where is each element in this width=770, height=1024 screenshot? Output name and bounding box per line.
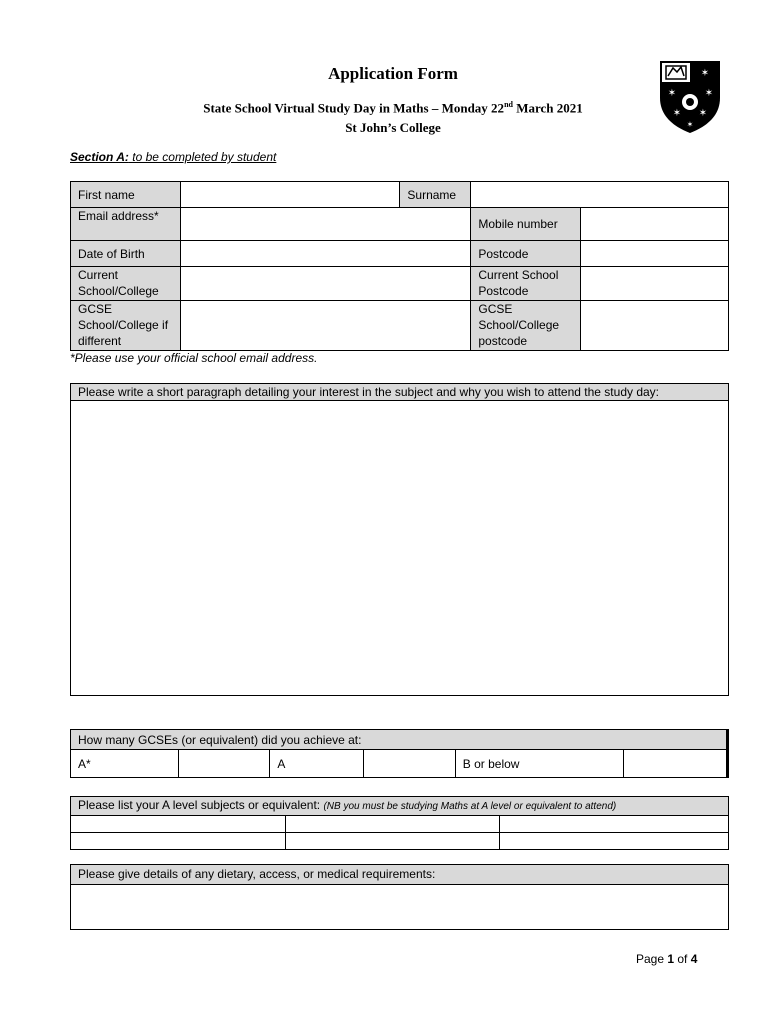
grade-b-field[interactable] <box>624 750 728 778</box>
section-a-text: to be completed by student <box>128 150 277 164</box>
grade-a-star-field[interactable] <box>178 750 270 778</box>
email-label: Email address* <box>71 208 181 241</box>
dob-label: Date of Birth <box>71 241 181 267</box>
gcse-table <box>70 729 729 778</box>
page-current: 1 <box>667 952 675 966</box>
surname-label: Surname <box>400 182 471 208</box>
gcse-school-label: GCSE School/College if different <box>71 301 181 351</box>
page-of: of <box>674 952 691 966</box>
mobile-label: Mobile number <box>471 208 581 241</box>
current-school-postcode-label: Current School Postcode <box>471 267 581 301</box>
current-school-field[interactable] <box>180 267 470 301</box>
email-note: *Please use your official school email address. <box>70 351 318 365</box>
postcode-label: Postcode <box>471 241 581 267</box>
svg-text:✶: ✶ <box>704 88 714 99</box>
svg-text:✶: ✶ <box>667 88 677 99</box>
college-crest-icon <box>659 60 721 134</box>
first-name-field[interactable] <box>180 182 399 208</box>
a-level-subject-6[interactable] <box>500 833 729 850</box>
svg-text:✶: ✶ <box>700 68 710 79</box>
current-school-postcode-field[interactable] <box>581 267 729 301</box>
interest-paragraph-prompt: Please write a short paragraph detailing your interest in the subject and why you wish to attend the study day: <box>71 384 728 401</box>
a-level-subject-4[interactable] <box>71 833 286 850</box>
section-a-heading <box>70 150 276 164</box>
form-title: Application Form <box>328 64 458 83</box>
a-level-table <box>70 796 729 850</box>
postcode-field[interactable] <box>581 241 729 267</box>
a-level-subject-5[interactable] <box>285 833 500 850</box>
subtitle-main: State School Virtual Study Day in Maths – Monday 22 <box>203 100 505 116</box>
a-level-subject-2[interactable] <box>285 816 500 833</box>
interest-paragraph-box <box>70 383 729 696</box>
current-school-label: Current School/College <box>71 267 181 301</box>
interest-paragraph-field[interactable] <box>71 401 728 695</box>
email-field[interactable] <box>180 208 470 241</box>
page-prefix: Page <box>636 952 668 966</box>
a-level-heading-text: Please list your A level subjects or equivalent: <box>78 798 324 812</box>
grade-a-star-label: A* <box>71 750 179 778</box>
dob-field[interactable] <box>180 241 470 267</box>
section-a-label: Section A: <box>70 150 129 164</box>
personal-details-table <box>70 181 729 351</box>
surname-field[interactable] <box>471 182 729 208</box>
first-name-label: First name <box>71 182 181 208</box>
grade-b-label: B or below <box>455 750 624 778</box>
page-total: 4 <box>690 952 698 966</box>
form-subtitle <box>0 100 770 116</box>
requirements-box <box>70 864 729 930</box>
svg-text:✶: ✶ <box>698 108 708 119</box>
subtitle-tail: March 2021 <box>512 100 583 116</box>
requirements-heading: Please give details of any dietary, access, or medical requirements: <box>71 865 728 885</box>
svg-text:✶: ✶ <box>672 108 682 119</box>
college-name: St John’s College <box>345 120 441 135</box>
grade-a-label: A <box>270 750 364 778</box>
requirements-field[interactable] <box>71 885 728 929</box>
gcse-postcode-label: GCSE School/College postcode <box>471 301 581 351</box>
mobile-field[interactable] <box>581 208 729 241</box>
gcse-school-field[interactable] <box>180 301 470 351</box>
subtitle-sup: nd <box>504 100 513 109</box>
a-level-subject-3[interactable] <box>500 816 729 833</box>
page-number <box>636 952 697 966</box>
svg-text:✶: ✶ <box>686 120 694 129</box>
a-level-heading <box>71 797 729 816</box>
a-level-note: (NB you must be studying Maths at A level or equivalent to attend) <box>323 801 617 812</box>
a-level-subject-1[interactable] <box>71 816 286 833</box>
gcse-postcode-field[interactable] <box>581 301 729 351</box>
gcse-heading: How many GCSEs (or equivalent) did you achieve at: <box>71 730 728 750</box>
grade-a-field[interactable] <box>364 750 456 778</box>
